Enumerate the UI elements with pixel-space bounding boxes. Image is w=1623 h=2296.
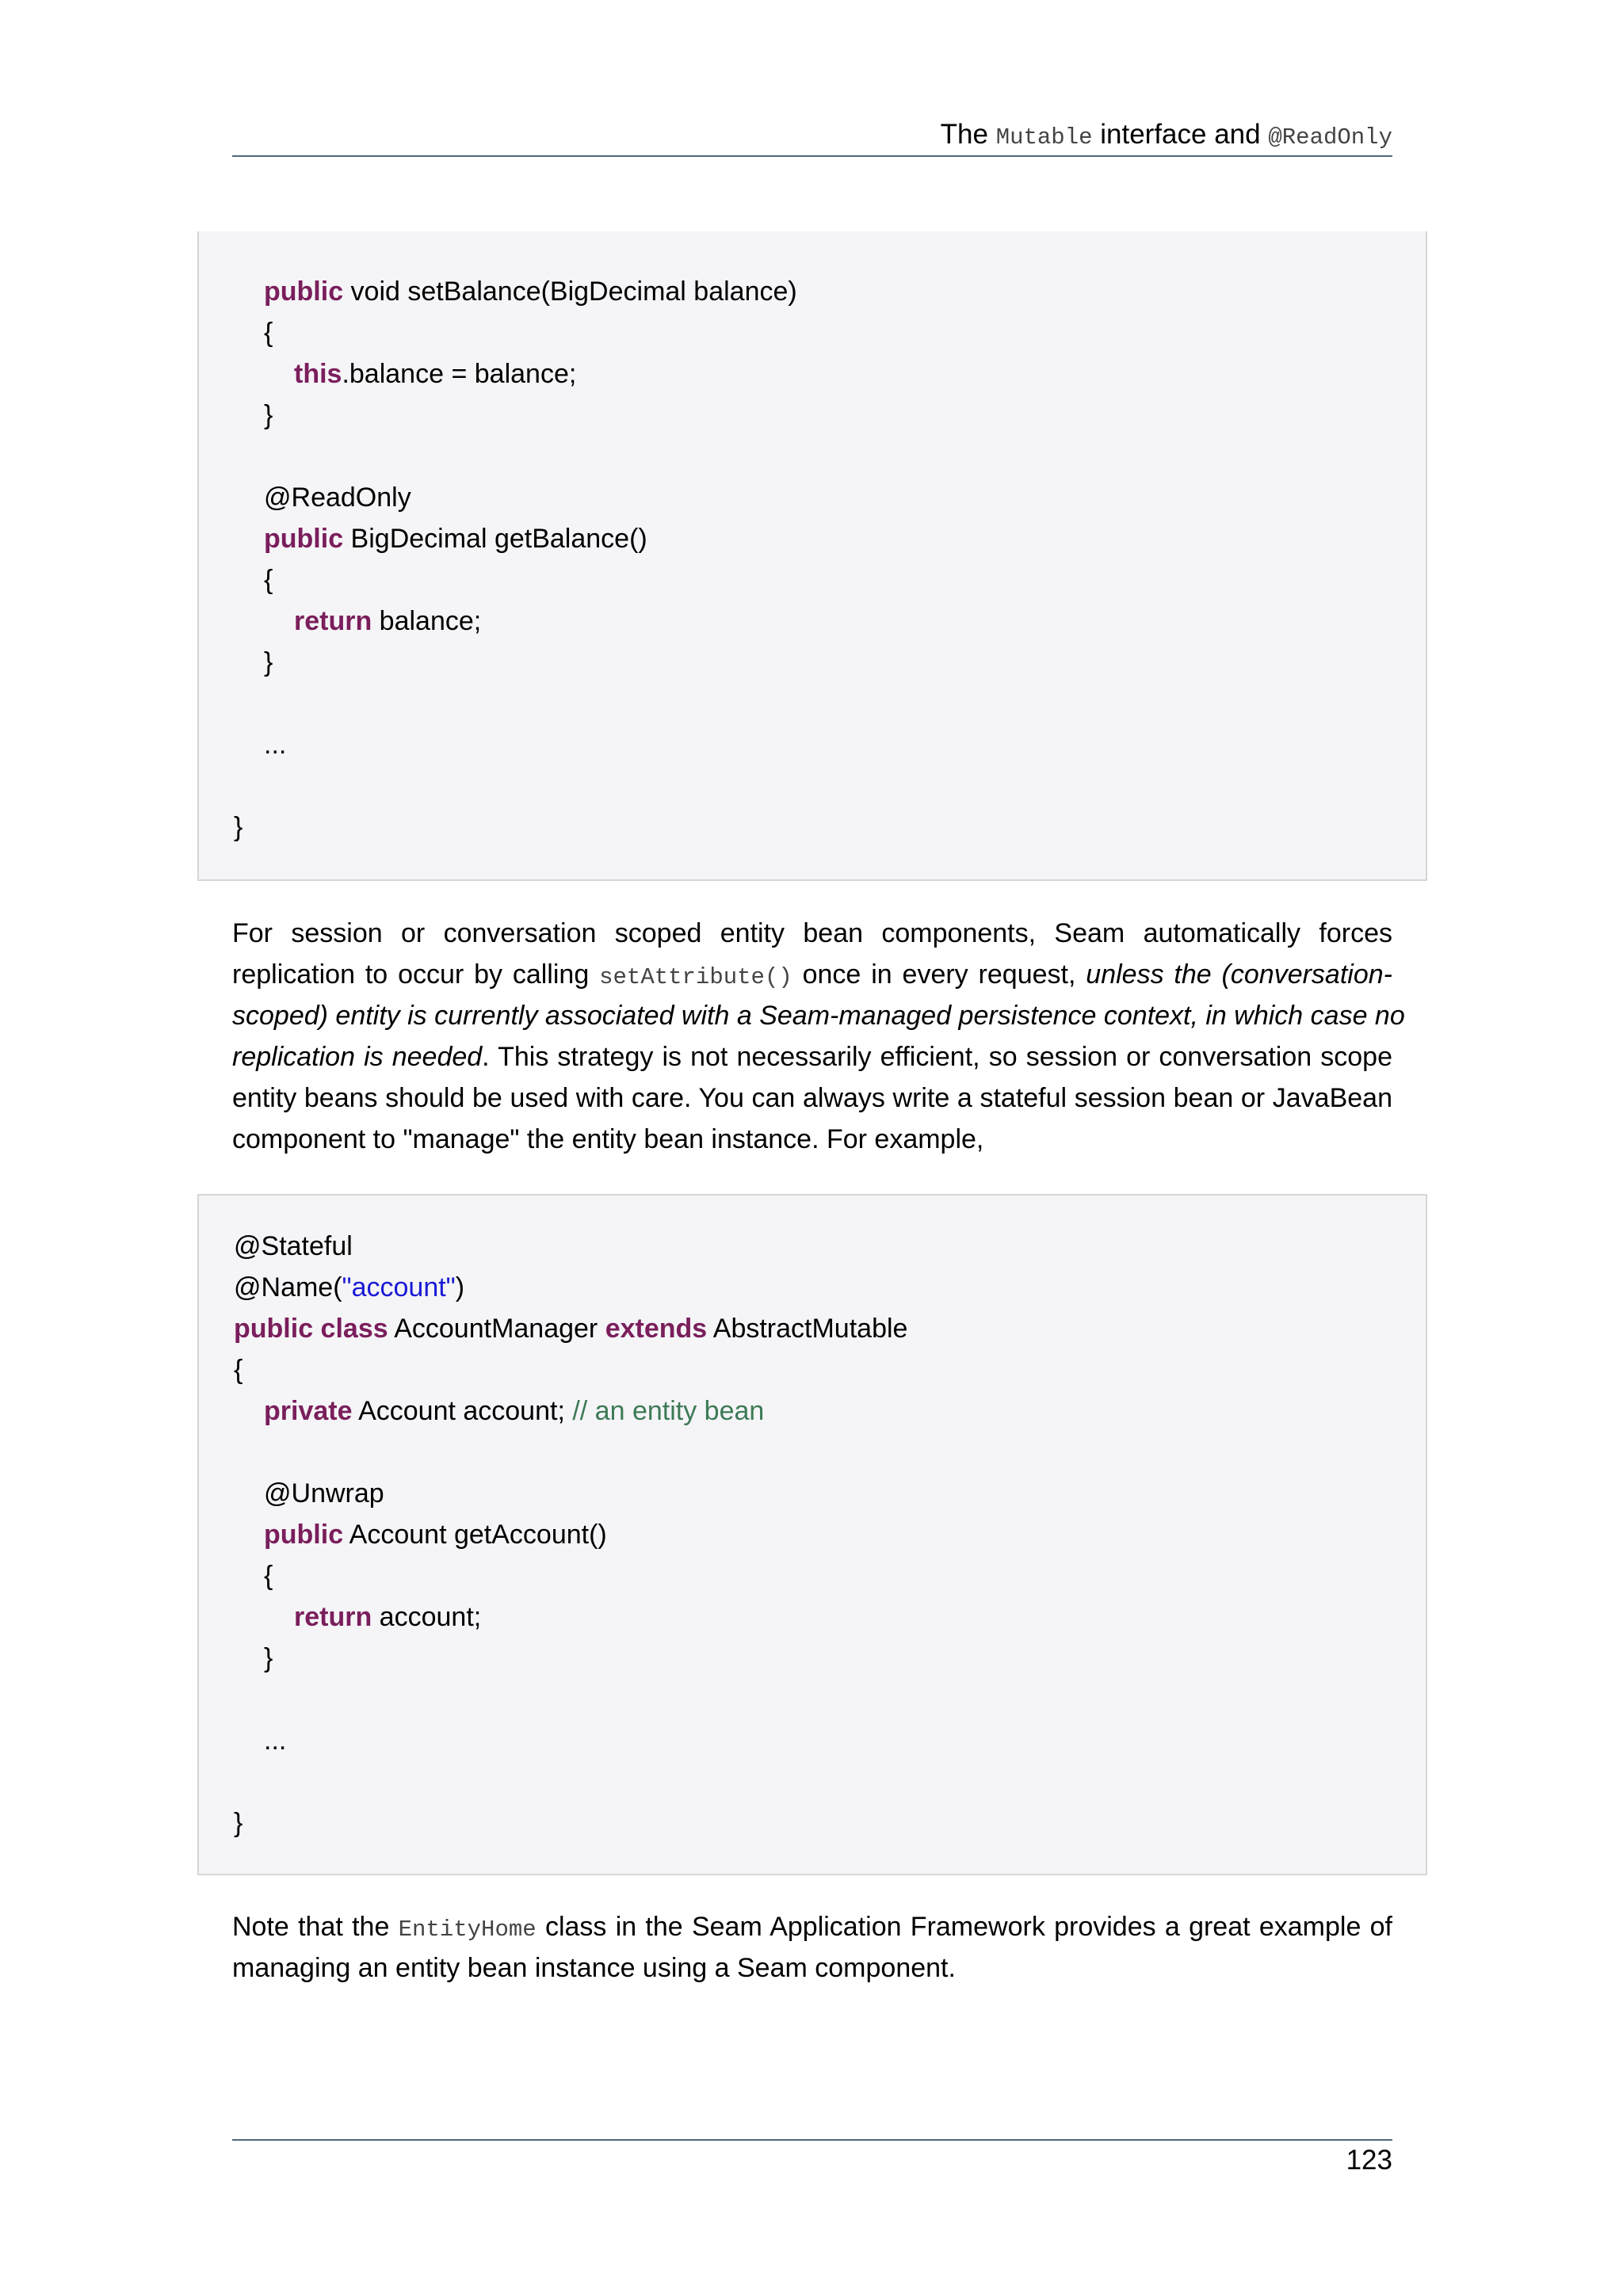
code-line: return balance; <box>294 606 482 636</box>
code-line: public BigDecimal getBalance() <box>264 524 647 554</box>
para-line: For session or conversation scoped entity bean components, Seam automatically forces <box>232 918 1392 948</box>
code-line: @Unwrap <box>264 1478 384 1508</box>
code-block-account-manager <box>197 1194 1427 1875</box>
code-line: { <box>264 318 273 348</box>
code-line: @Stateful <box>234 1231 353 1261</box>
code-line: private Account account; // an entity bean <box>264 1396 765 1426</box>
code-line: public class AccountManager extends AbstractMutable <box>234 1314 908 1344</box>
code-block-continued <box>197 231 1427 881</box>
code-line: @ReadOnly <box>264 482 411 513</box>
code-line: ... <box>264 730 287 760</box>
running-header <box>232 113 1392 157</box>
inline-code-setattribute: setAttribute() <box>599 964 792 990</box>
body-paragraph-entityhome <box>232 1906 1392 1989</box>
code-line: public void setBalance(BigDecimal balance) <box>264 277 797 307</box>
code-line: } <box>264 1643 273 1673</box>
code-line: { <box>234 1355 243 1385</box>
code-line: } <box>234 1808 243 1838</box>
header-code-readonly: @ReadOnly <box>1268 124 1392 151</box>
page-number: 123 <box>1346 2145 1392 2176</box>
para-line: Note that the EntityHome class in the Seam Application Framework provides a great example of <box>232 1912 1392 1943</box>
para-line: component to "manage" the entity bean instance. For example, <box>232 1124 984 1154</box>
code-line: ... <box>264 1726 287 1756</box>
code-line: } <box>234 812 243 842</box>
para-line: entity beans should be used with care. You can always write a stateful session bean or JavaBean <box>232 1083 1392 1113</box>
code-line: @Name("account") <box>234 1272 465 1302</box>
para-line: scoped) entity is currently associated with a Seam-managed persistence context, in which case no <box>232 1001 1405 1031</box>
header-prefix: The <box>940 119 988 150</box>
code-line: } <box>264 400 273 430</box>
code-line: this.balance = balance; <box>294 359 577 389</box>
para-line: replication is needed. This strategy is not necessarily efficient, so session or conversation scope <box>232 1042 1392 1072</box>
para-line: managing an entity bean instance using a Seam component. <box>232 1953 956 1983</box>
code-line: { <box>264 565 273 595</box>
code-comment: // an entity bean <box>572 1396 765 1426</box>
code-line: { <box>264 1561 273 1591</box>
code-line: public Account getAccount() <box>264 1520 607 1550</box>
header-code-mutable: Mutable <box>995 124 1093 151</box>
header-middle: interface and <box>1100 119 1261 150</box>
para-line: replication to occur by calling setAttribute() once in every request, unless the (conversation- <box>232 959 1392 990</box>
inline-code-entityhome: EntityHome <box>398 1917 537 1943</box>
code-line: return account; <box>294 1602 482 1632</box>
code-line: } <box>264 647 273 677</box>
body-paragraph-replication <box>232 913 1405 1160</box>
